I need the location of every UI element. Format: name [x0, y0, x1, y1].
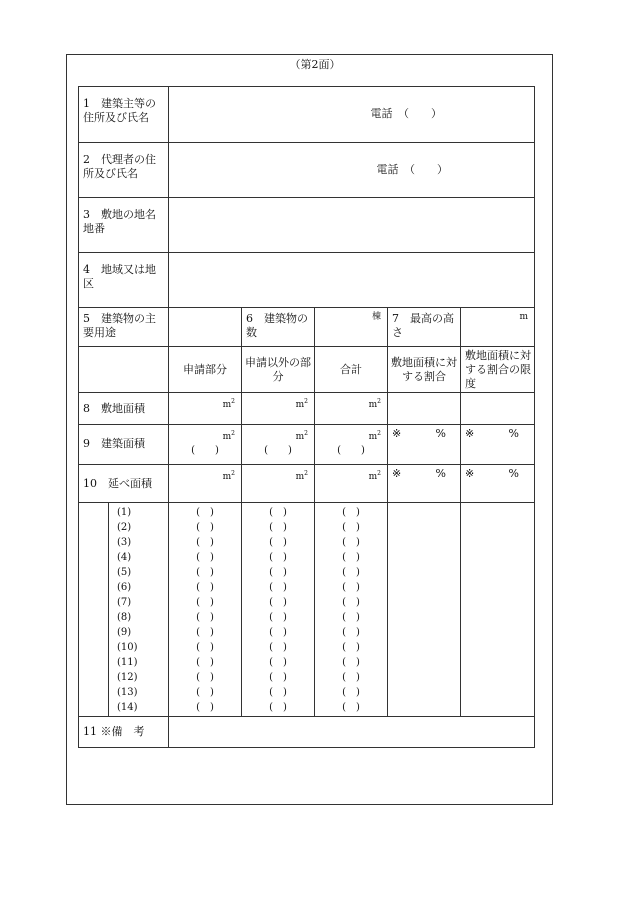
- floor-area-limit[interactable]: ※ %: [461, 465, 535, 503]
- building-count-label: 6 建築物の数: [242, 308, 315, 347]
- building-count-field[interactable]: [315, 308, 388, 347]
- sub-item-label: (5): [117, 567, 132, 578]
- site-area-applied[interactable]: $m^2$: [169, 393, 242, 425]
- sub-item-paren-applied[interactable]: ( ): [196, 597, 214, 608]
- sub-item-label: (2): [117, 522, 132, 533]
- row-remarks: [79, 717, 535, 748]
- site-area-label: 8 敷地面積: [79, 393, 169, 425]
- site-address-field[interactable]: [169, 198, 535, 253]
- building-area-applied[interactable]: $m^2$ ( ): [169, 425, 242, 465]
- sub-item-label: (11): [117, 657, 138, 668]
- building-area-other[interactable]: $m^2$ ( ): [242, 425, 315, 465]
- breakdown-limit: [461, 503, 535, 717]
- sub-item-paren-total[interactable]: ( ): [342, 582, 360, 593]
- owner-label: 1 建築主等の住所及び氏名: [79, 87, 169, 143]
- breakdown-applied[interactable]: [169, 503, 242, 717]
- sub-item-paren-other[interactable]: ( ): [269, 687, 287, 698]
- sub-item-paren-other[interactable]: ( ): [269, 597, 287, 608]
- sub-item-paren-total[interactable]: ( ): [342, 537, 360, 548]
- building-area-limit[interactable]: ※ %: [461, 425, 535, 465]
- header-applied: 申請部分: [169, 347, 242, 393]
- floor-area-label: 10 延べ面積: [79, 465, 169, 503]
- sub-item-label: (3): [117, 537, 132, 548]
- height-unit: m: [519, 312, 529, 322]
- sub-item-paren-other[interactable]: ( ): [269, 702, 287, 713]
- sub-item-label: (7): [117, 597, 132, 608]
- site-area-limit: [461, 393, 535, 425]
- floor-area-ratio[interactable]: ※ %: [388, 465, 461, 503]
- sub-item-label: (14): [117, 702, 138, 713]
- sub-item-paren-other[interactable]: ( ): [269, 507, 287, 518]
- sub-item-paren-other[interactable]: ( ): [269, 657, 287, 668]
- site-area-other[interactable]: $m^2$: [242, 393, 315, 425]
- sub-item-paren-applied[interactable]: ( ): [196, 582, 214, 593]
- sub-item-label: (10): [117, 642, 138, 653]
- sub-item-paren-total[interactable]: ( ): [342, 627, 360, 638]
- sub-item-label: (13): [117, 687, 138, 698]
- row-floor-area: [79, 465, 535, 503]
- sub-item-paren-other[interactable]: ( ): [269, 627, 287, 638]
- sub-item-paren-applied[interactable]: ( ): [196, 507, 214, 518]
- breakdown-ratio: [388, 503, 461, 717]
- row-headers: [79, 347, 535, 393]
- site-area-ratio: [388, 393, 461, 425]
- owner-phone[interactable]: 電話 （ ）: [169, 87, 535, 143]
- sub-item-paren-total[interactable]: ( ): [342, 612, 360, 623]
- sub-item-paren-applied[interactable]: ( ): [196, 537, 214, 548]
- sub-item-paren-total[interactable]: ( ): [342, 522, 360, 533]
- header-blank: [79, 347, 169, 393]
- row-agent: [79, 143, 535, 198]
- floor-area-total[interactable]: $m^2$: [315, 465, 388, 503]
- sub-item-paren-applied[interactable]: ( ): [196, 627, 214, 638]
- breakdown-other[interactable]: [242, 503, 315, 717]
- building-area-ratio[interactable]: ※ %: [388, 425, 461, 465]
- breakdown-spacer: [79, 503, 109, 717]
- sub-item-paren-applied[interactable]: ( ): [196, 672, 214, 683]
- building-area-total[interactable]: $m^2$ ( ): [315, 425, 388, 465]
- agent-label: 2 代理者の住所及び氏名: [79, 143, 169, 198]
- zone-label: 4 地域又は地区: [79, 253, 169, 308]
- header-other: 申請以外の部分: [242, 347, 315, 393]
- site-area-total[interactable]: $m^2$: [315, 393, 388, 425]
- sub-item-paren-total[interactable]: ( ): [342, 552, 360, 563]
- count-unit: 棟: [371, 312, 381, 322]
- sub-item-label: (8): [117, 612, 132, 623]
- sub-item-paren-applied[interactable]: ( ): [196, 642, 214, 653]
- sub-item-paren-other[interactable]: ( ): [269, 567, 287, 578]
- floor-area-applied[interactable]: $m^2$: [169, 465, 242, 503]
- row-floor-breakdown: [79, 503, 535, 717]
- sub-item-paren-other[interactable]: ( ): [269, 552, 287, 563]
- remarks-label: 11 ※備 考: [79, 717, 169, 748]
- sub-item-paren-other[interactable]: ( ): [269, 522, 287, 533]
- sub-item-paren-applied[interactable]: ( ): [196, 567, 214, 578]
- floor-area-other[interactable]: $m^2$: [242, 465, 315, 503]
- row-site-area: [79, 393, 535, 425]
- form-table: [78, 86, 535, 748]
- zone-field[interactable]: [169, 253, 535, 308]
- sub-item-paren-other[interactable]: ( ): [269, 642, 287, 653]
- sub-item-paren-total[interactable]: ( ): [342, 687, 360, 698]
- sub-item-paren-total[interactable]: ( ): [342, 657, 360, 668]
- breakdown-index: [109, 503, 169, 717]
- agent-phone[interactable]: 電話 （ ）: [169, 143, 535, 198]
- max-height-label: 7 最高の高さ: [388, 308, 461, 347]
- sub-item-paren-total[interactable]: ( ): [342, 567, 360, 578]
- sub-item-paren-total[interactable]: ( ): [342, 672, 360, 683]
- building-area-label: 9 建築面積: [79, 425, 169, 465]
- sub-item-label: (4): [117, 552, 132, 563]
- row-zone: [79, 253, 535, 308]
- sub-item-label: (6): [117, 582, 132, 593]
- sub-item-paren-applied[interactable]: ( ): [196, 612, 214, 623]
- header-ratio: 敷地面積に対する割合: [388, 347, 461, 393]
- sub-item-paren-total[interactable]: ( ): [342, 642, 360, 653]
- sub-item-paren-other[interactable]: ( ): [269, 612, 287, 623]
- page-label: （第2面）: [289, 58, 341, 71]
- sub-item-label: (1): [117, 507, 132, 518]
- sub-item-paren-total[interactable]: ( ): [342, 597, 360, 608]
- header-total: 合計: [315, 347, 388, 393]
- max-height-field[interactable]: [461, 308, 535, 347]
- row-building-area: [79, 425, 535, 465]
- use-label: 5 建築物の主要用途: [79, 308, 169, 347]
- row-use: [79, 308, 535, 347]
- header-limit: 敷地面積に対する割合の限度: [461, 347, 535, 393]
- sub-item-paren-total[interactable]: ( ): [342, 507, 360, 518]
- sub-item-paren-other[interactable]: ( ): [269, 582, 287, 593]
- sub-item-label: (12): [117, 672, 138, 683]
- breakdown-total[interactable]: [315, 503, 388, 717]
- site-address-label: 3 敷地の地名地番: [79, 198, 169, 253]
- sub-item-label: (9): [117, 627, 132, 638]
- use-field[interactable]: [169, 308, 242, 347]
- sub-item-paren-applied[interactable]: ( ): [196, 687, 214, 698]
- sub-item-paren-other[interactable]: ( ): [269, 672, 287, 683]
- sub-item-paren-applied[interactable]: ( ): [196, 522, 214, 533]
- sub-item-paren-applied[interactable]: ( ): [196, 702, 214, 713]
- sub-item-paren-applied[interactable]: ( ): [196, 552, 214, 563]
- remarks-field[interactable]: [169, 717, 535, 748]
- row-site-address: [79, 198, 535, 253]
- sub-item-paren-other[interactable]: ( ): [269, 537, 287, 548]
- sub-item-paren-applied[interactable]: ( ): [196, 657, 214, 668]
- row-owner: [79, 87, 535, 143]
- sub-item-paren-total[interactable]: ( ): [342, 702, 360, 713]
